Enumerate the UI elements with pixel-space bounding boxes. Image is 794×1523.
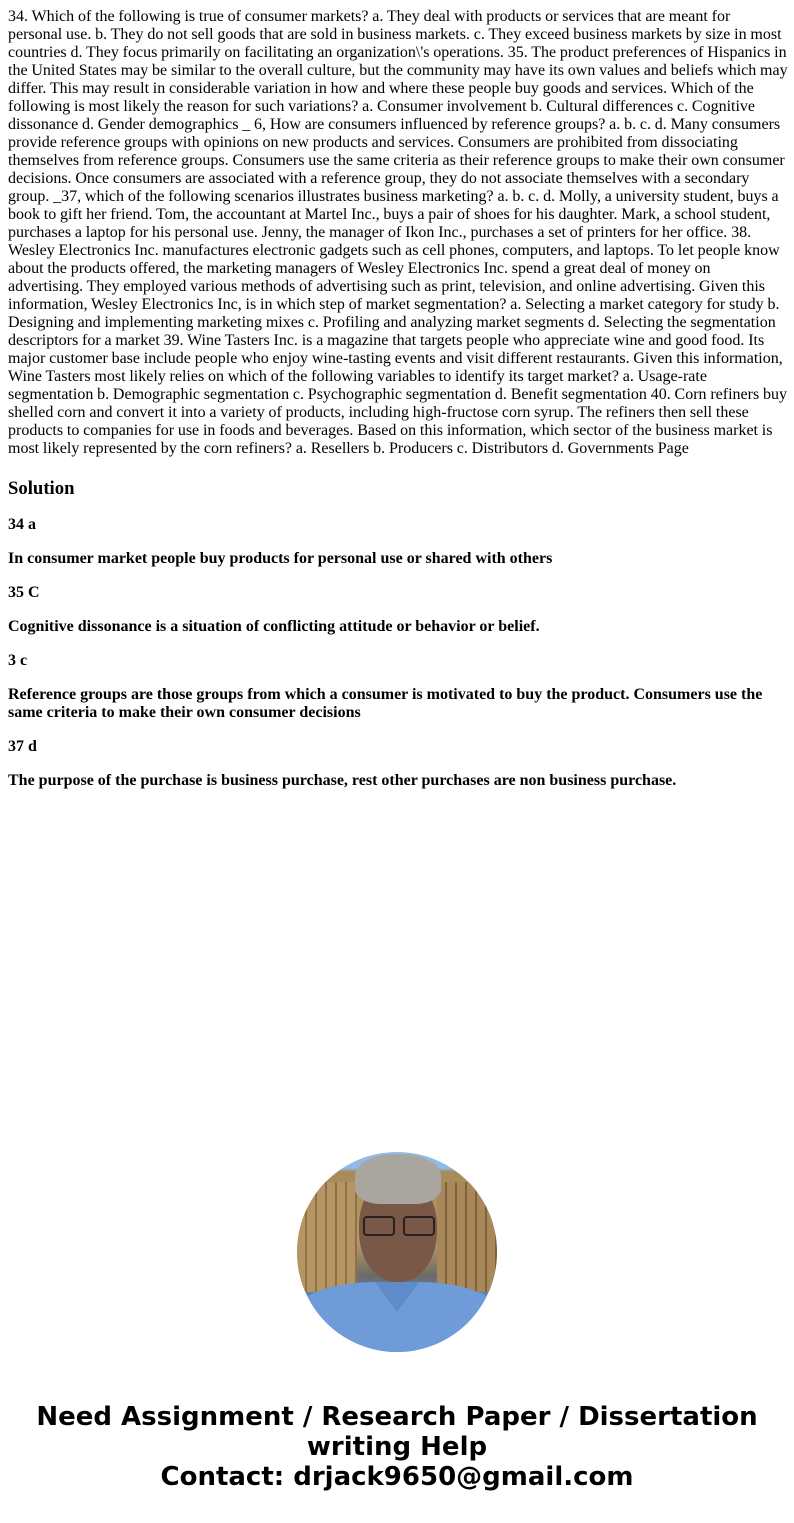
solution-heading: Solution bbox=[8, 478, 75, 499]
answer-34-label: 34 a bbox=[8, 516, 36, 533]
question-text: 34. Which of the following is true of consumer markets? a. They deal with products or services that are meant for personal use. b. They do not sell goods that are sold in business markets. c. They exceed business markets by size in most countries d. They focus primarily on facilitating an organization\'s operations. 35. The product preferences of Hispanics in the United States may be similar to the overall culture, but the community may have its own values and beliefs which may differ. This may result in considerable variation in how and where these people buy goods and services. Which of the following is most likely the reason for such variations? a. Consumer involvement b. Cultural differences c. Cognitive dissonance d. Gender demographics _ 6, How are consumers influenced by reference groups? a. b. c. d. Many consumers provide reference groups with opinions on new products and services. Consumers are prohibited from dissociating themselves from reference groups. Consumers use the same criteria as their reference groups to make their own consumer decisions. Once consumers are associated with a reference group, they do not associate themselves with a secondary group. _37, which of the following scenarios illustrates business marketing? a. b. c. d. Molly, a university student, buys a book to gift her friend. Tom, the accountant at Martel Inc., buys a pair of shoes for his daughter. Mark, a school student, purchases a laptop for his personal use. Jenny, the manager of Ikon Inc., purchases a set of printers for her office. 38. Wesley Electronics Inc. manufactures electronic gadgets such as cell phones, computers, and laptops. To let people know about the products offered, the marketing managers of Wesley Electronics Inc. spend a great deal of money on advertising. They employed various methods of advertising such as print, television, and online advertising. Given this information, Wesley Electronics Inc, is in which step of market segmentation? a. Selecting a market category for study b. Designing and implementing marketing mixes c. Profiling and analyzing market segments d. Selecting the segmentation descriptors for a market 39. Wine Tasters Inc. is a magazine that targets people who appreciate wine and good food. Its major customer base include people who enjoy wine-tasting events and visit different restaurants. Given this information, Wine Tasters most likely relies on which of the following variables to identify its target market? a. Usage-rate segmentation b. Demographic segmentation c. Psychographic segmentation d. Benefit segmentation 40. Corn refiners buy shelled corn and convert it into a variety of products, including high-fructose corn syrup. The refiners then sell these products to companies for use in foods and beverages. Based on this information, which sector of the business market is most likely represented by the corn refiners? a. Resellers b. Producers c. Distributors d. Governments Page bbox=[8, 8, 788, 457]
author-avatar bbox=[297, 1152, 497, 1352]
promo-section bbox=[0, 1152, 794, 1492]
answer-34-explanation: In consumer market people buy products for personal use or shared with others bbox=[8, 550, 553, 567]
answer-37-explanation: The purpose of the purchase is business purchase, rest other purchases are non business purchase. bbox=[8, 772, 677, 789]
promo-contact[interactable]: Contact: drjack9650@gmail.com bbox=[160, 1462, 634, 1492]
answer-36-explanation: Reference groups are those groups from which a consumer is motivated to buy the product. Consumers use the same criteria to make their own consumer decisions bbox=[8, 686, 763, 721]
hair-shape bbox=[355, 1154, 441, 1204]
promo-line-1: Need Assignment / Research Paper / Dissertation bbox=[36, 1402, 758, 1432]
answer-35-explanation: Cognitive dissonance is a situation of conflicting attitude or behavior or belief. bbox=[8, 618, 540, 635]
answer-37-label: 37 d bbox=[8, 738, 37, 755]
promo-line-2: writing Help bbox=[306, 1432, 488, 1462]
document-body bbox=[8, 0, 788, 790]
promo-text bbox=[0, 1402, 794, 1492]
answer-35-label: 35 C bbox=[8, 584, 40, 601]
background-wall-right bbox=[437, 1182, 497, 1292]
background-wall-left bbox=[297, 1182, 357, 1292]
glasses-icon bbox=[363, 1216, 435, 1234]
answer-36-label: 3 c bbox=[8, 652, 28, 669]
